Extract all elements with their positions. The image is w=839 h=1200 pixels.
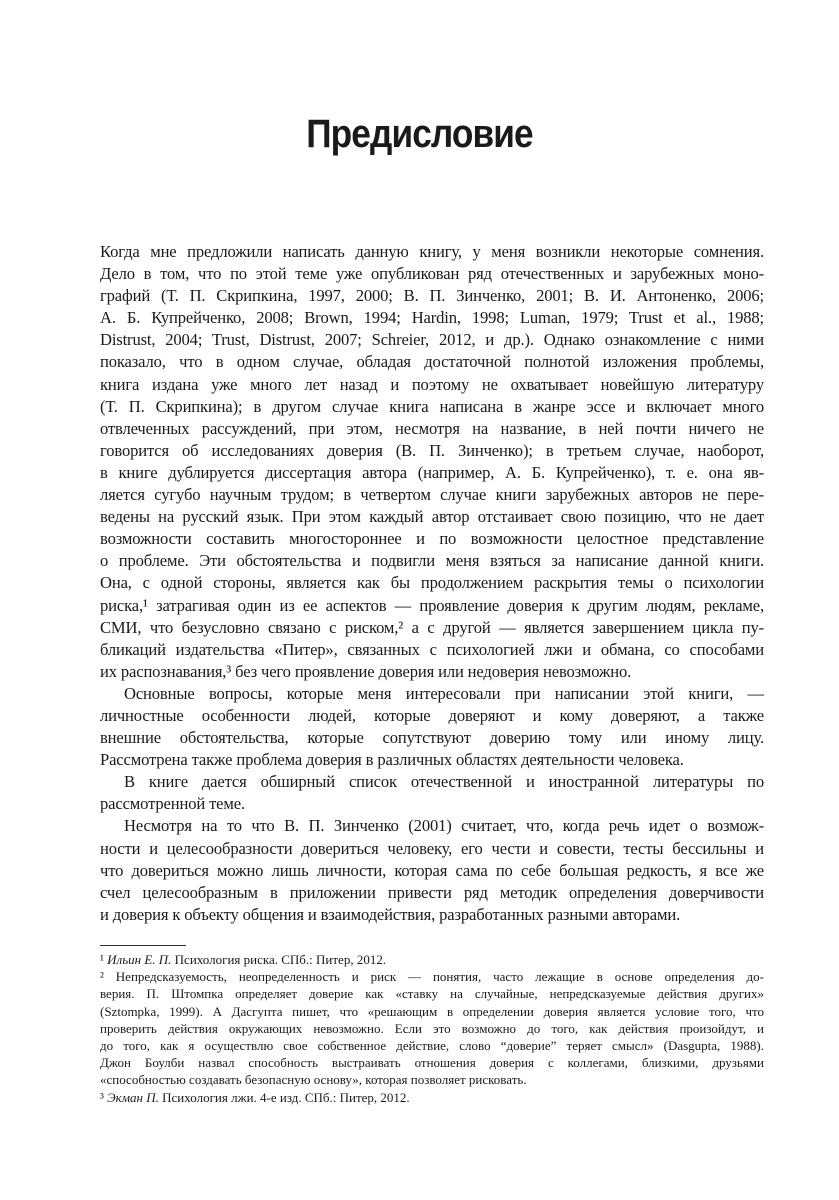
text-line: возможности составить многостороннее и по возможности целостное представление: [100, 529, 764, 549]
text-line: Она, с одной стороны, является как бы продолжением раскрытия темы о психологии: [100, 573, 764, 593]
text-line: (Т. П. Скрипкина); в другом случае книга написана в жанре эссе и включает много: [100, 396, 764, 416]
text-line: Рассмотрена также проблема доверия в различных областях деятельности человека.: [100, 750, 684, 770]
text-line: личностные особенности людей, которые доверяют и кому доверяют, а также: [100, 705, 764, 725]
text-line: и доверия к объекту общения и взаимодействия, разработанных разными авторами.: [100, 904, 681, 924]
text-line: ведены на русский язык. При этом каждый автор отстаивает свою позицию, что не дает: [100, 507, 764, 527]
text-line: показало, что в одном случае, обладая достаточной полнотой изложения проблемы,: [100, 352, 764, 372]
text-line: бликаций издательства «Питер», связанных с психологией лжи и обмана, со способами: [100, 639, 764, 659]
text-line: Когда мне предложили написать данную книгу, у меня возникли некоторые сомнения.: [100, 242, 764, 261]
text-line: говорится об исследованиях доверия (В. П. Зинченко); в третьем случае, наоборот,: [100, 440, 764, 460]
footnote-line: проверить действия окружающих невозможно. Если это возможно до того, как действия произойдут, и: [100, 1020, 764, 1036]
text-line: риска,¹ затрагивая один из ее аспектов — проявление доверия к другим людям, рекламе,: [100, 595, 764, 615]
footnote-divider: [100, 945, 186, 946]
text-line: книга издана уже много лет назад и поэтому не охватывает новейшую литературу: [100, 374, 764, 394]
text-line: В книге дается обширный список отечественной и иностранной литературы по: [124, 772, 764, 792]
footnote-line: Джон Боулби назвал способность выстраивать отношения доверия с коллегами, близкими, друзьями: [100, 1055, 764, 1071]
footnote-line: до того, как я осуществлю свое собственное действие, слово “доверие” теряет смысл» (Dasgupta, 1988).: [100, 1037, 764, 1053]
paragraph: [100, 683, 764, 771]
text-line: ляется сугубо научным трудом; в четвертом случае книги зарубежных авторов не пере-: [100, 485, 764, 505]
text-line: в книге дублируется диссертация автора (например, А. Б. Купрейченко), т. е. она яв-: [100, 462, 764, 482]
text-line: Несмотря на то что В. П. Зинченко (2001) считает, что, когда речь идет о возмож-: [124, 816, 764, 836]
text-line: что довериться можно лишь личности, которая сама по себе большая редкость, я все же: [100, 860, 764, 880]
text-line: рассмотренной теме.: [100, 794, 245, 814]
body-text: [100, 241, 764, 926]
footnote-line: верия. П. Штомпка определяет доверие как «ставку на случайные, непредсказуемые действия других»: [100, 986, 764, 1002]
page-title: Предисловие: [306, 112, 533, 156]
text-line: Дело в том, что по этой теме уже опубликован ряд отечественных и зарубежных моно-: [100, 264, 764, 284]
paragraph: [100, 815, 764, 925]
footnote-text: Психология лжи. 4-е изд. СПб.: Питер, 2012.: [158, 1089, 410, 1105]
footnote-line: ² Непредсказуемость, неопределенность и риск — понятия, часто лежащие в основе определения до-: [100, 969, 764, 985]
text-line: Основные вопросы, которые меня интересовали при написании этой книги, —: [124, 683, 764, 703]
text-line: графий (Т. П. Скрипкина, 1997, 2000; В. П. Зинченко, 2001; В. И. Антоненко, 2006;: [100, 286, 764, 306]
footnote-author: Экман П.: [107, 1089, 159, 1105]
footnote-1: [100, 951, 764, 968]
footnote-mark: ³: [100, 1089, 108, 1105]
text-line: о проблеме. Эти обстоятельства и подвигли меня взяться за написание данной книги.: [100, 551, 764, 571]
text-line: отвлеченных рассуждений, при этом, несмотря на название, в ней почти ничего не: [100, 418, 764, 438]
text-line: Distrust, 2004; Trust, Distrust, 2007; Schreier, 2012, и др.). Однако ознакомление с ними: [100, 330, 764, 350]
text-line: их распознавания,³ без чего проявление доверия или недоверия невозможно.: [100, 661, 632, 681]
text-line: ности и целесообразности довериться человеку, его чести и совести, тесты бессильны и: [100, 838, 764, 858]
paragraph: [100, 771, 764, 815]
footnote-line: «способностью создавать безопасную основу», которая позволяет рисковать.: [100, 1072, 527, 1088]
footnote-author: Ильин Е. П.: [107, 952, 172, 967]
footnotes: [100, 951, 764, 1106]
paragraph: [100, 241, 764, 683]
text-line: внешние обстоятельства, которые сопутствуют доверию тому или иному лицу.: [100, 728, 764, 748]
text-line: счел целесообразным в приложении привести ряд методик определения доверчивости: [100, 882, 764, 902]
text-line: СМИ, что безусловно связано с риском,² а с другой — является завершением цикла пу-: [100, 617, 764, 637]
footnote-3: [100, 1089, 764, 1106]
footnote-text: Психология риска. СПб.: Питер, 2012.: [171, 952, 387, 967]
footnote-2: [100, 968, 764, 1088]
footnote-line: (Sztompka, 1999). А Дасгупта пишет, что «решающим в определении доверия является условие того, что: [100, 1003, 764, 1019]
footnote-mark: ¹: [100, 952, 108, 967]
text-line: А. Б. Купрейченко, 2008; Brown, 1994; Hardin, 1998; Luman, 1979; Trust et al., 1988;: [100, 308, 764, 328]
